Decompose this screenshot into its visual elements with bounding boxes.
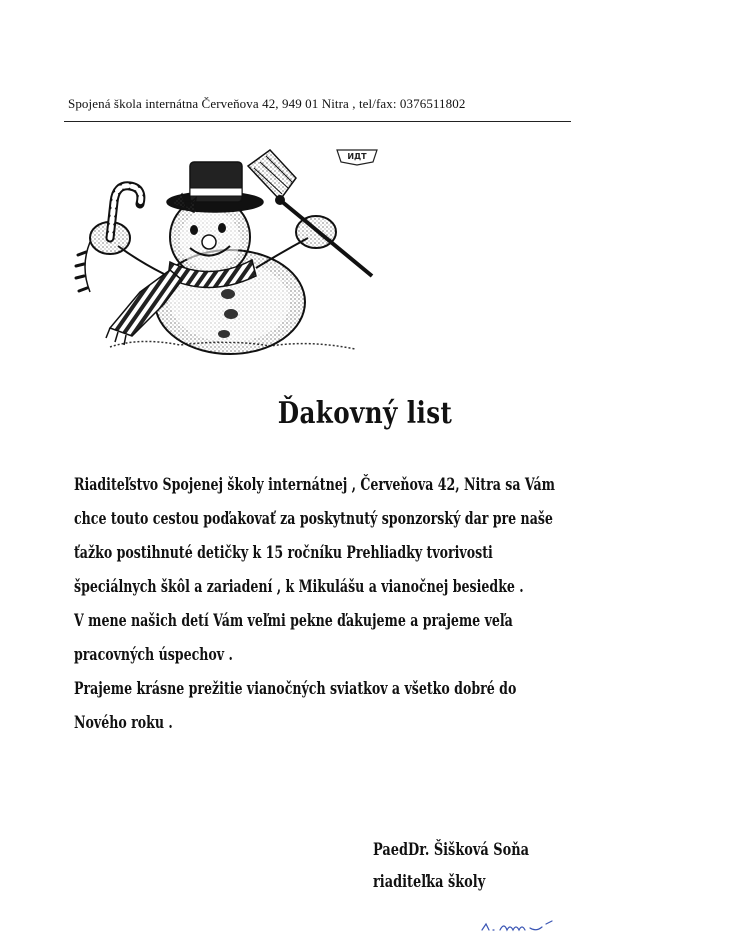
body-line: pracovných úspechov . — [74, 645, 233, 665]
body-line: Prajeme krásne prežitie vianočných sviatkov a všetko dobré do — [74, 679, 517, 699]
snowman-illustration — [70, 142, 390, 362]
document-title: Ďakovný list — [277, 396, 453, 431]
body-line: Riaditeľstvo Spojenej školy internátnej , Červeňova 42, Nitra sa Vám — [74, 475, 555, 495]
body-line: ťažko postihnuté detičky k 15 ročníku Prehliadky tvorivosti — [74, 543, 493, 563]
signature-block — [373, 834, 529, 898]
body-line: chce touto cestou poďakovať za poskytnutý sponzorský dar pre naše — [74, 509, 553, 529]
body-line: V mene našich detí Vám veľmi pekne ďakujeme a prajeme veľa — [74, 611, 513, 631]
letter-body — [74, 468, 607, 740]
letterhead-divider — [64, 121, 571, 122]
body-line: špeciálnych škôl a zariadení , k Mikulášu a vianočnej besiedke . — [74, 577, 524, 597]
letterhead: Spojená škola internátna Červeňova 42, 949 01 Nitra , tel/fax: 0376511802 — [68, 96, 466, 111]
signatory-role: riaditeľka školy — [373, 872, 486, 892]
body-line: Nového roku . — [74, 713, 173, 733]
signatory-name: PaedDr. Šišková Soňa — [373, 840, 529, 860]
logo-text: ИДТ — [347, 152, 367, 161]
handwritten-signature — [480, 918, 560, 934]
